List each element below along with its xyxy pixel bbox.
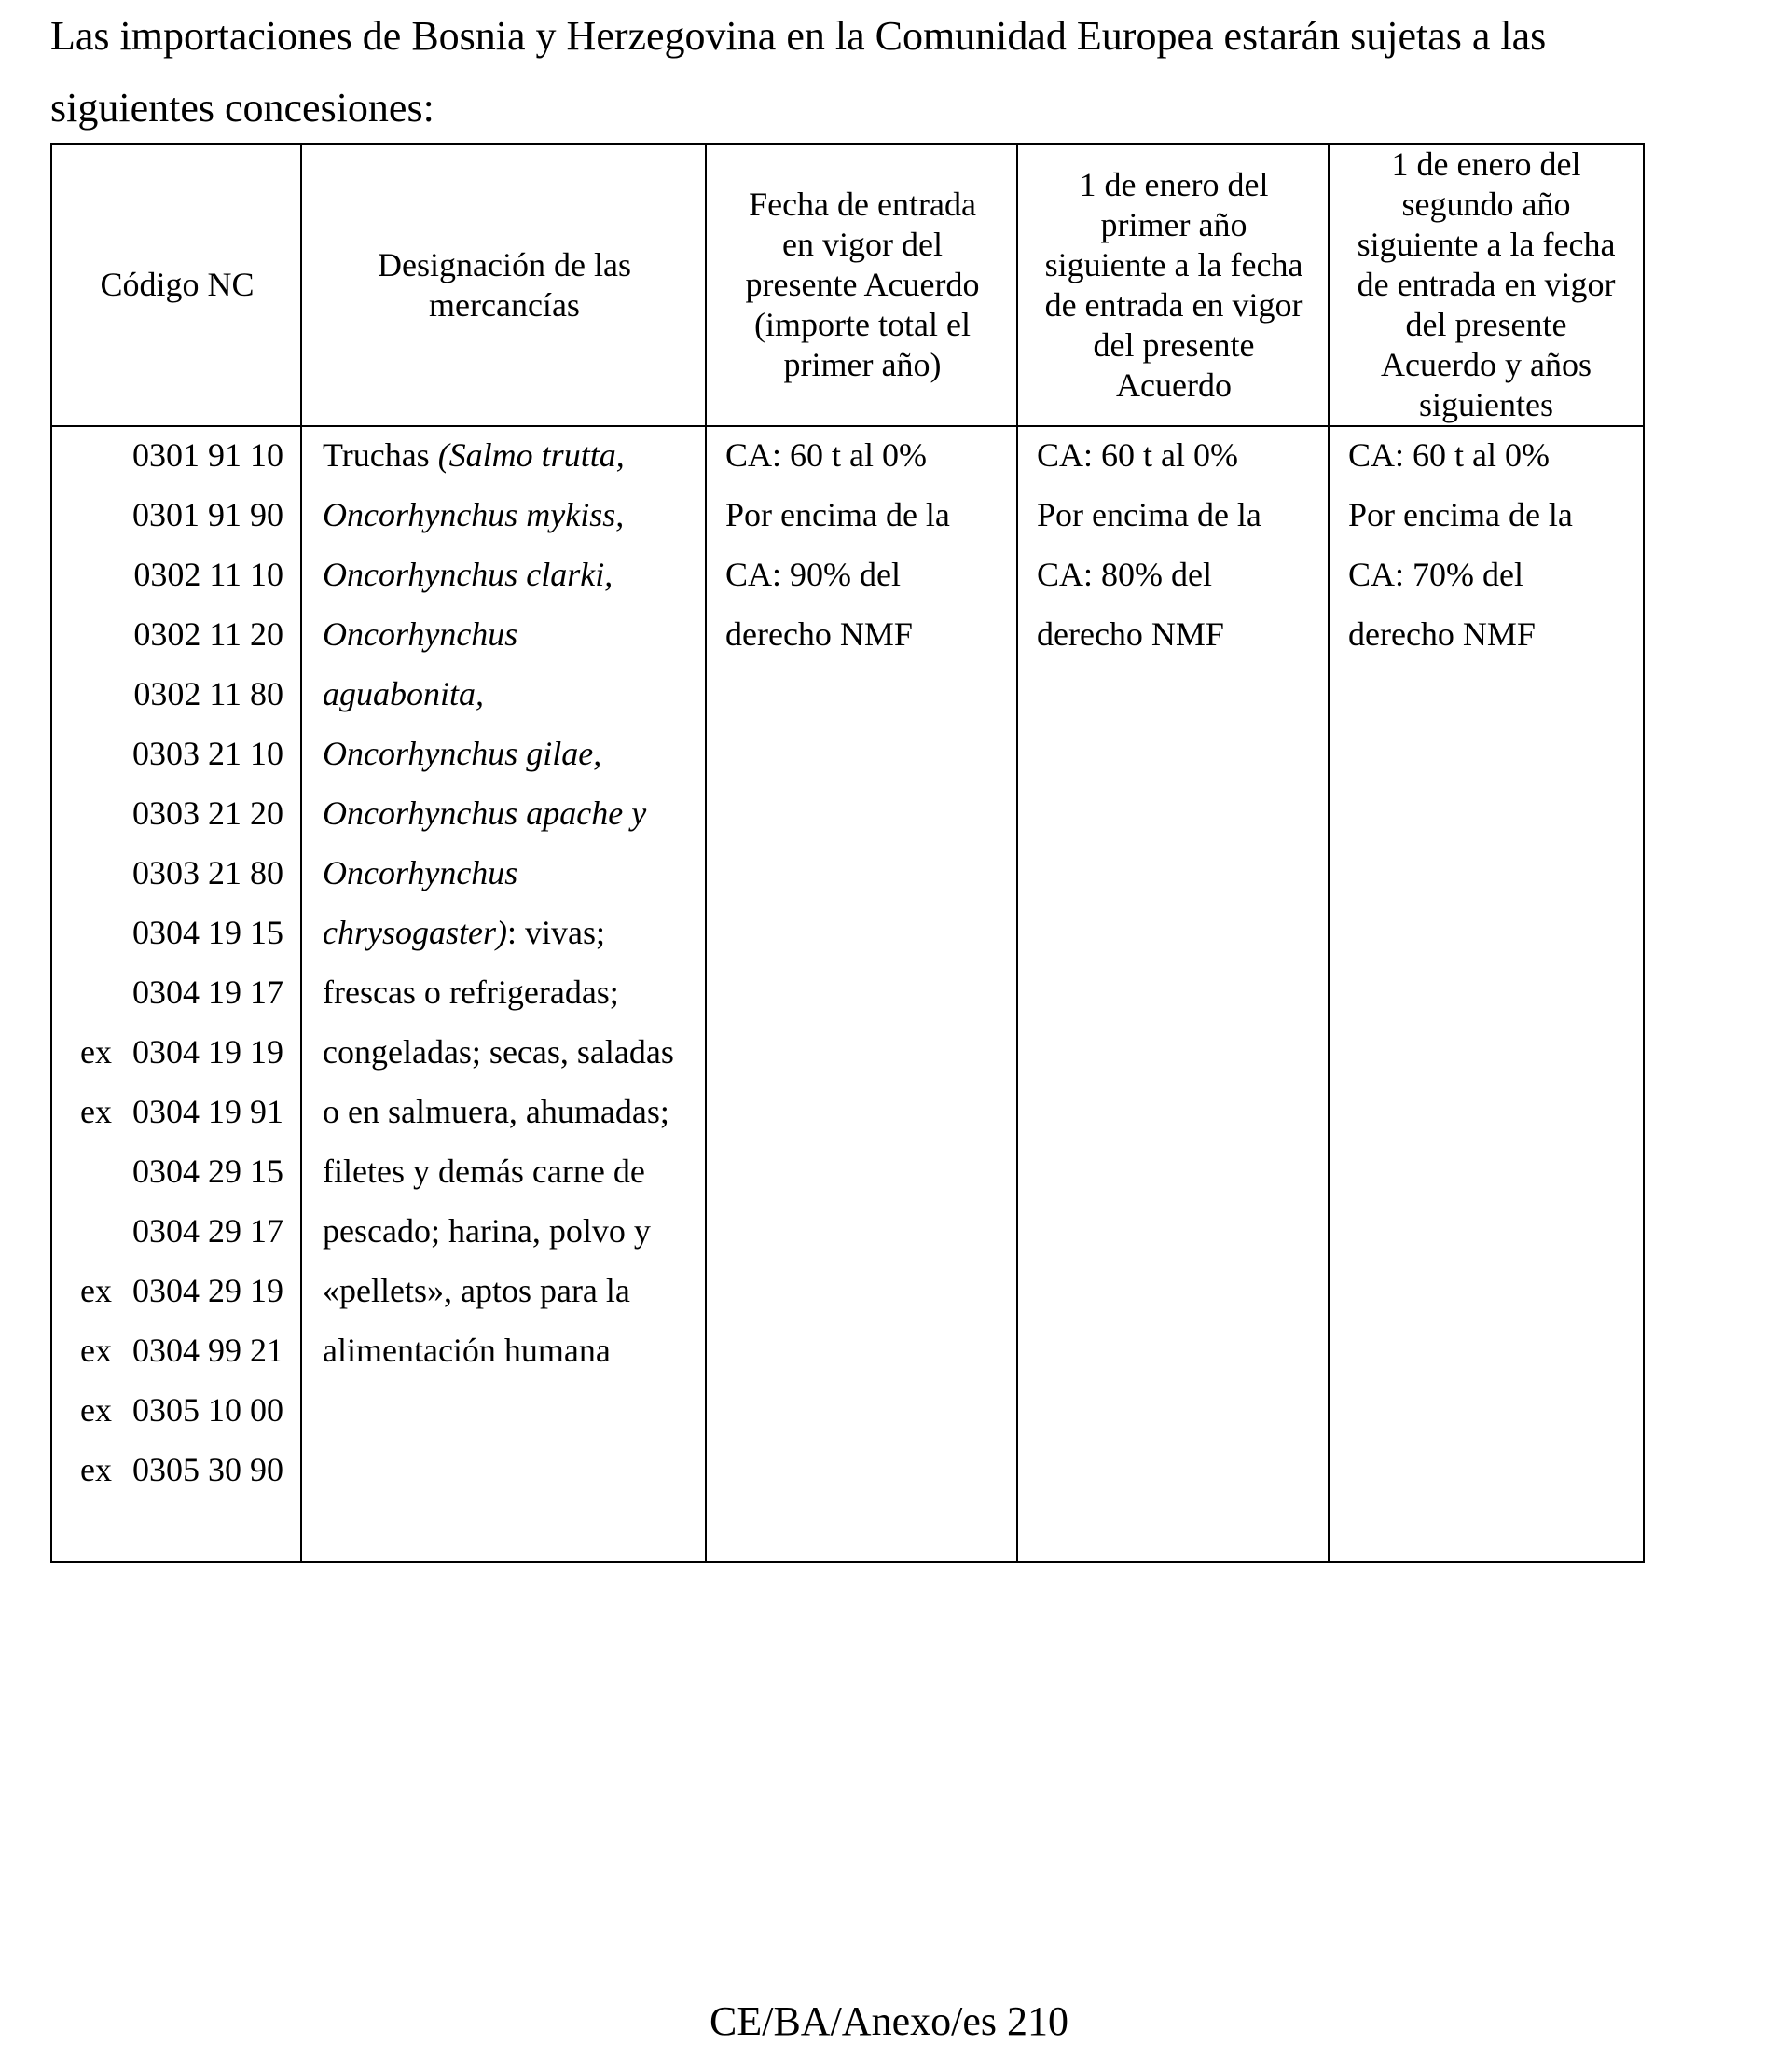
rate-column-first-year [1018,425,1330,664]
cn-code-row [52,1440,302,1499]
description-text: alimentación humana [323,1332,611,1369]
cn-code: 0304 29 17 [132,1212,283,1250]
concessions-table [50,143,1645,1563]
description-text: : vivas; [506,914,605,951]
cn-code: 0303 21 20 [132,794,283,832]
cn-code-row [52,843,302,903]
rate-line: CA: 70% del [1348,556,1523,593]
header-first-year: 1 de enero del primer año siguiente a la fecha de entrada en vigor del presente Acuerdo [1044,165,1303,404]
description-text: Oncorhynchus apache y [323,794,647,832]
cn-code-prefix: ex [80,1451,112,1488]
cn-code-row [52,724,302,783]
header-goods-designation: Designación de las mercancías [378,245,631,324]
rate-line: Por encima de la [1348,496,1573,533]
description-text: Oncorhynchus [323,615,518,653]
rate-line: CA: 60 t al 0% [725,436,927,474]
cn-code-row [52,604,302,664]
description-text: Truchas [323,436,438,474]
cn-code: 0301 91 90 [132,496,283,533]
rate-line: CA: 60 t al 0% [1037,436,1238,474]
description-line [323,903,710,962]
description-text: Oncorhynchus mykiss, [323,496,625,533]
cn-code: 0303 21 80 [132,854,283,891]
cn-code: 0302 11 10 [133,556,283,593]
description-line [323,1261,710,1320]
cn-code-row [52,1380,302,1440]
description-line [323,664,710,724]
description-line [323,485,710,545]
header-second-year: 1 de enero del segundo año siguiente a la fecha de entrada en vigor del presente Acuerdo y años siguientes [1357,145,1616,423]
description-line [323,1082,710,1141]
header-cn-code: Código NC [100,266,255,303]
description-line [323,783,710,843]
description-line [323,1320,710,1380]
cn-code: 0304 19 91 [132,1093,283,1130]
cn-code: 0302 11 80 [133,675,283,712]
description-text: aguabonita, [323,675,485,712]
description-text: Oncorhynchus clarki, [323,556,613,593]
cn-code-row [52,1261,302,1320]
cn-code-prefix: ex [80,1332,112,1369]
description-text: filetes y demás carne de [323,1153,645,1190]
rate-column-second-year [1330,425,1643,664]
description-text: (Salmo trutta, [437,436,625,474]
cn-code: 0305 10 00 [132,1391,283,1429]
cn-code-row [52,1141,302,1201]
cn-code: 0304 19 17 [132,974,283,1011]
cn-code-row [52,1320,302,1380]
description-line [323,962,710,1022]
rate-line: CA: 90% del [725,556,901,593]
description-line [323,604,710,664]
header-entry-into-force: Fecha de entrada en vigor del presente Acuerdo (importe total el primer año) [745,186,980,383]
cn-code: 0303 21 10 [132,735,283,772]
cn-code-row [52,485,302,545]
rate-column-entry-into-force [707,425,1018,664]
cn-code: 0302 11 20 [133,615,283,653]
cn-codes-column [52,425,302,1499]
cn-code-prefix: ex [80,1093,112,1130]
rate-line: CA: 60 t al 0% [1348,436,1550,474]
cn-code-row [52,1201,302,1261]
cn-code: 0304 99 21 [132,1332,283,1369]
cn-code-row [52,425,302,485]
description-text: «pellets», aptos para la [323,1272,630,1309]
rate-line: Por encima de la [1037,496,1261,533]
cn-code-row [52,664,302,724]
rate-line: derecho NMF [1348,615,1536,653]
cn-code-row [52,962,302,1022]
cn-code: 0304 29 15 [132,1153,283,1190]
description-line [323,843,710,903]
rate-line: CA: 80% del [1037,556,1212,593]
description-line [323,1022,710,1082]
cn-code-row [52,1022,302,1082]
cn-code: 0304 19 19 [132,1033,283,1071]
description-line [323,724,710,783]
description-line [323,545,710,604]
description-text: chrysogaster) [323,914,507,951]
cn-code-row [52,545,302,604]
cn-code: 0301 91 10 [132,436,283,474]
description-text: Oncorhynchus [323,854,518,891]
cn-code-prefix: ex [80,1272,112,1309]
rate-line: derecho NMF [1037,615,1224,653]
cn-code: 0304 29 19 [132,1272,283,1309]
cn-code: 0304 19 15 [132,914,283,951]
cn-code-row [52,1082,302,1141]
description-text: congeladas; secas, saladas [323,1033,674,1071]
cn-code-prefix: ex [80,1391,112,1429]
description-line [323,425,710,485]
rate-line: derecho NMF [725,615,913,653]
description-text: pescado; harina, polvo y [323,1212,651,1250]
cn-code-prefix: ex [80,1033,112,1071]
description-line [323,1201,710,1261]
cn-code-row [52,903,302,962]
page-footer: CE/BA/Anexo/es 210 [710,1998,1068,2044]
cn-code-row [52,783,302,843]
description-text: o en salmuera, ahumadas; [323,1093,669,1130]
description-text: Oncorhynchus gilae, [323,735,602,772]
description-line [323,1141,710,1201]
cn-code: 0305 30 90 [132,1451,283,1488]
description-text: frescas o refrigeradas; [323,974,619,1011]
goods-description-column [304,425,710,1380]
rate-line: Por encima de la [725,496,950,533]
intro-text: Las importaciones de Bosnia y Herzegovina en la Comunidad Europea estarán sujetas a las siguientes concesiones: [50,13,1547,131]
